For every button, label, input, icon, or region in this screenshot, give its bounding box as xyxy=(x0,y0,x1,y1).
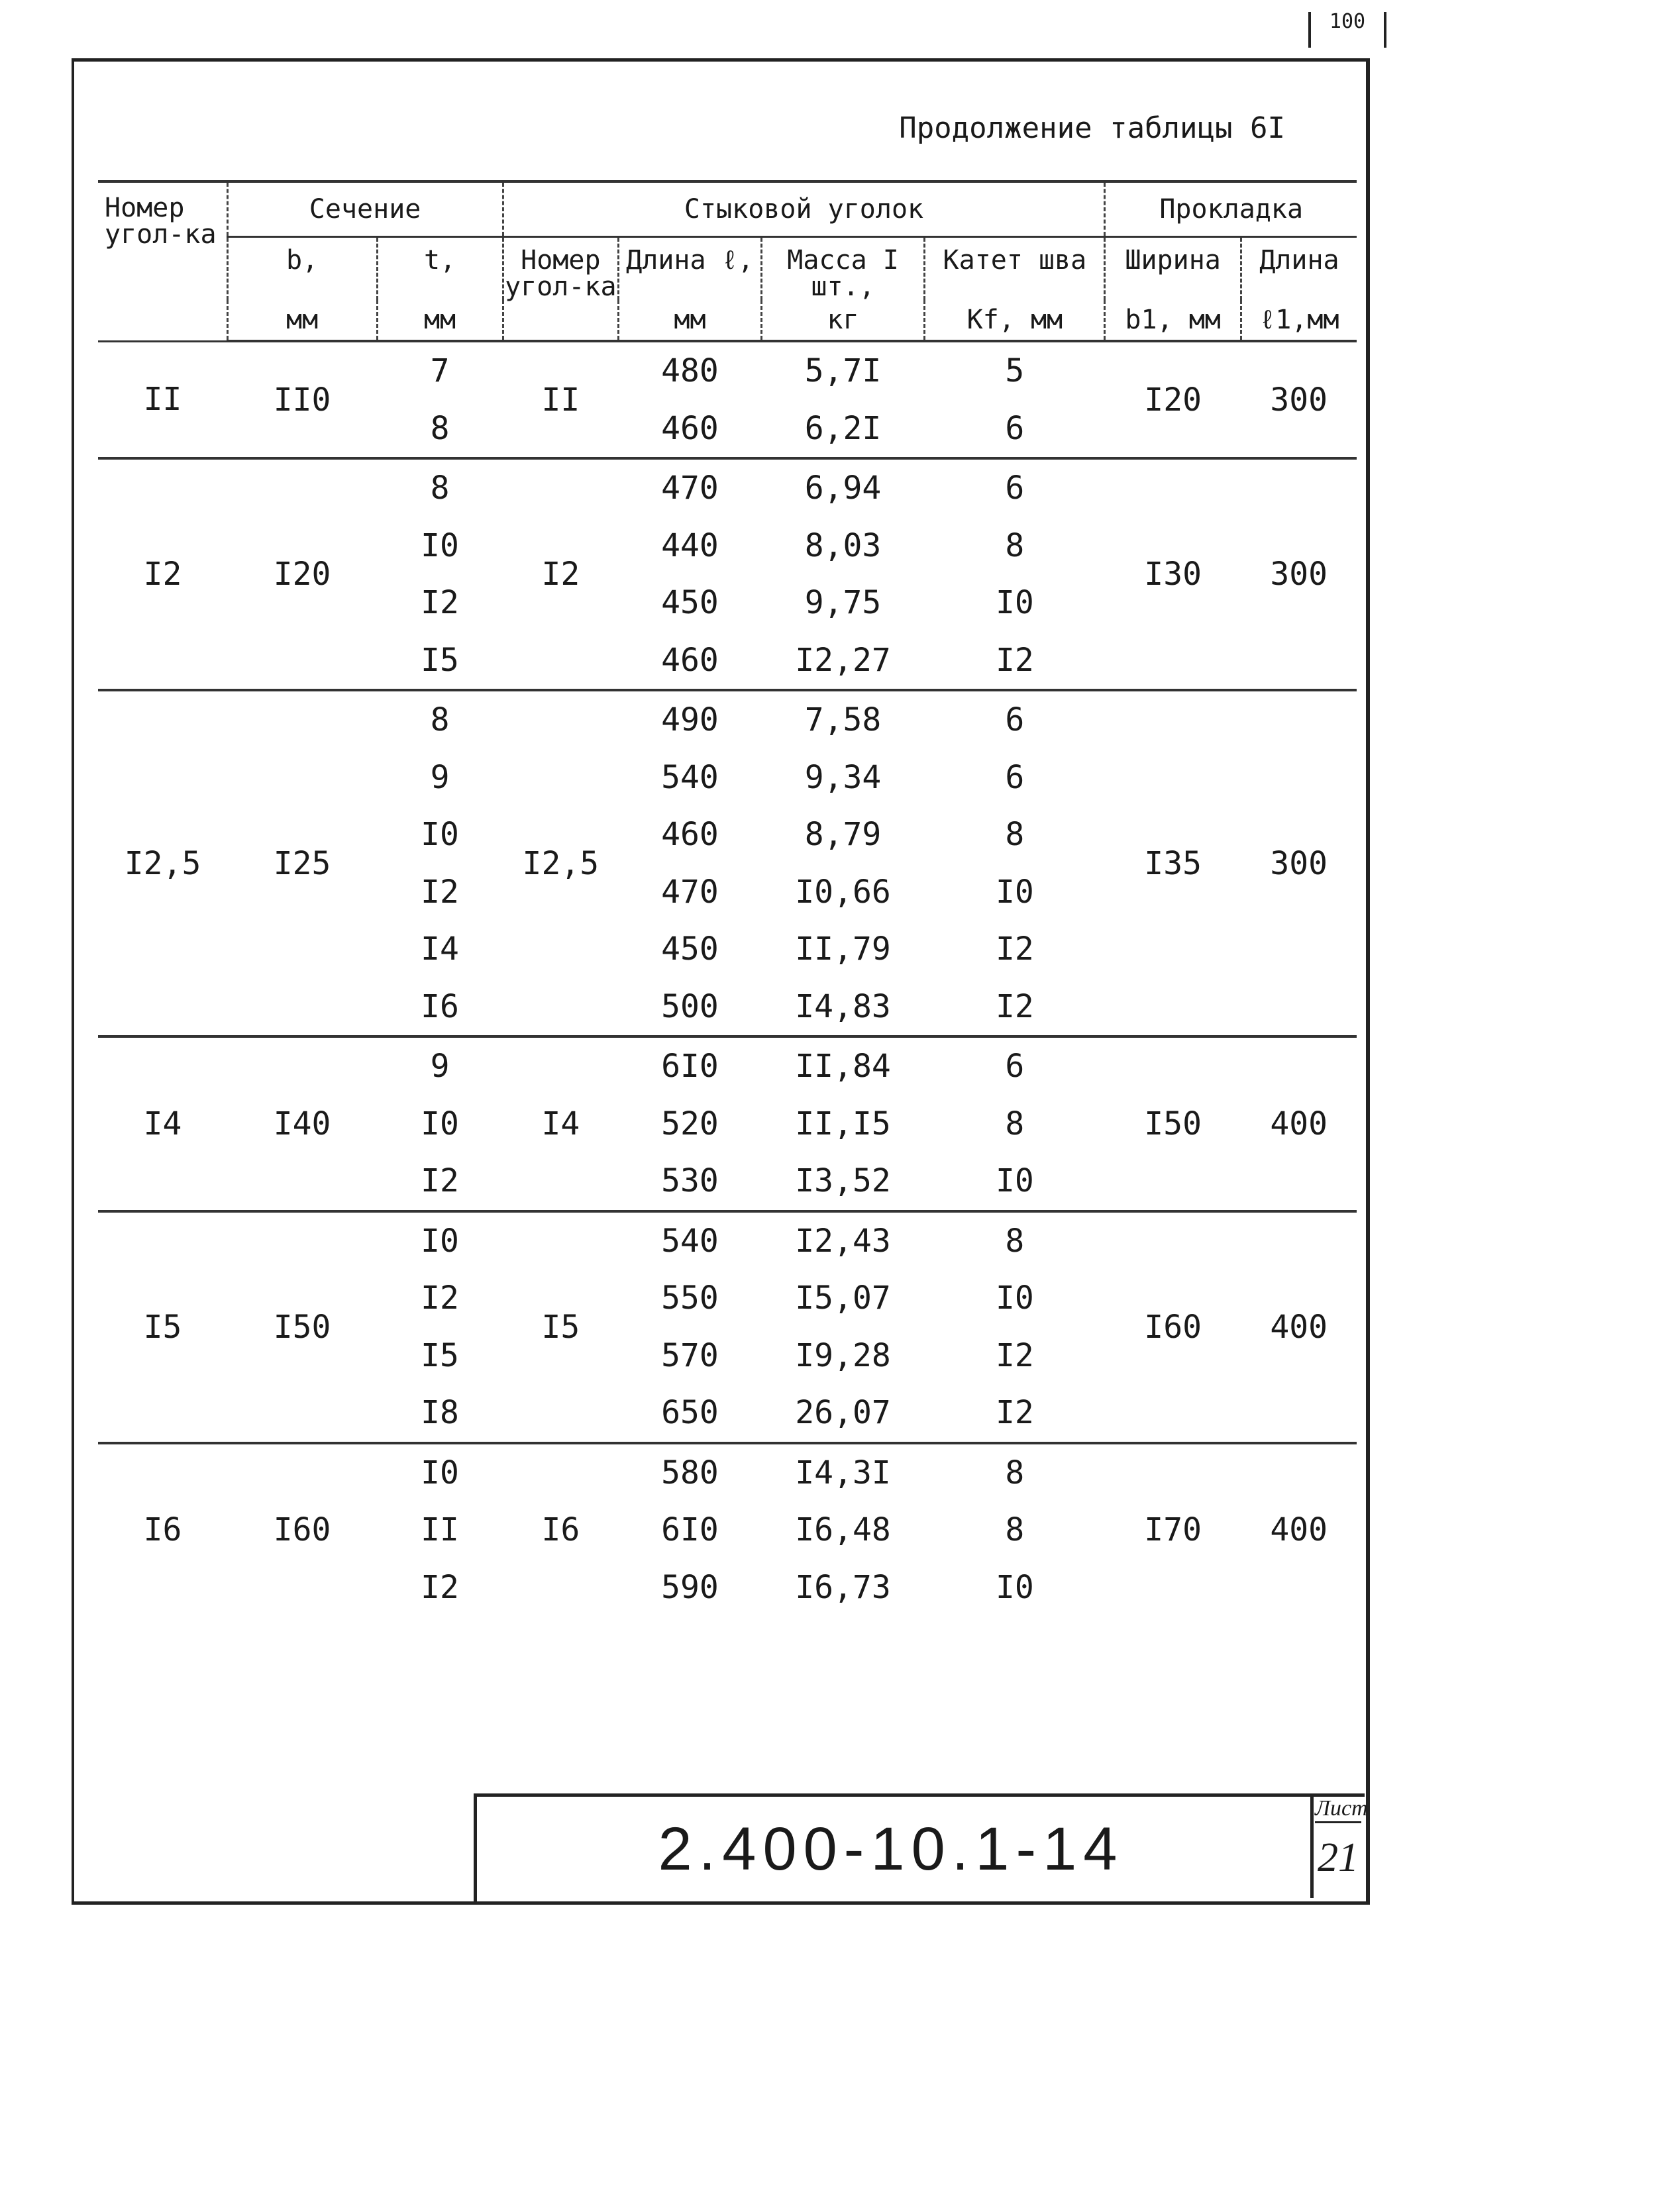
header-leg-unit: Kf, мм xyxy=(925,300,1105,341)
angle-number-cell: I2 xyxy=(98,458,227,690)
header-section: Сечение xyxy=(227,181,503,237)
section-b-cell: I20 xyxy=(227,458,377,690)
section-t-cell: I2 xyxy=(421,584,459,622)
weld-leg-cell: 8 xyxy=(1005,816,1025,854)
pad-length-cell: 300 xyxy=(1241,690,1357,1036)
weld-leg-cell: 8 xyxy=(1005,1511,1025,1549)
weld-leg-cell: 6 xyxy=(1005,1048,1025,1085)
mass-cell: II,84 xyxy=(795,1048,891,1085)
mass-cell: I3,52 xyxy=(761,1152,924,1211)
weld-leg-cell: I0 xyxy=(995,1568,1034,1606)
mass-cell: I6,48 xyxy=(795,1511,891,1549)
length-cell: 460 xyxy=(661,816,719,854)
butt-angle-number-cell: I5 xyxy=(503,1211,619,1443)
weld-leg-cell: I0 xyxy=(925,1152,1105,1211)
mass-cell: I0,66 xyxy=(795,873,891,911)
section-t-cell: I2 xyxy=(377,1152,503,1211)
mass-cell: 6,2I xyxy=(761,400,924,459)
section-t-cell: 8 xyxy=(430,701,450,739)
length-cell: 460 xyxy=(619,400,762,459)
mass-cell: I5,07 xyxy=(795,1280,891,1317)
section-t-cell: I6 xyxy=(377,978,503,1037)
pad-width-cell: I20 xyxy=(1105,341,1241,458)
pad-width-cell: I50 xyxy=(1105,1036,1241,1211)
butt-angle-number-cell: I6 xyxy=(541,1511,580,1549)
weld-leg-cell: 8 xyxy=(1005,527,1025,564)
section-t-cell: I2 xyxy=(421,1568,459,1606)
mass-cell: 9,75 xyxy=(804,584,882,622)
weld-leg-cell: 6 xyxy=(925,400,1105,459)
pad-width-cell: I30 xyxy=(1105,458,1241,690)
angle-number-cell: II xyxy=(98,341,227,458)
header-leg: Катет шва xyxy=(925,237,1105,301)
pad-width-cell: I70 xyxy=(1144,1511,1202,1549)
mass-cell: II,I5 xyxy=(795,1105,891,1142)
sheet-label: Лист xyxy=(1315,1796,1361,1823)
section-t-cell: 9 xyxy=(430,1048,450,1085)
section-t-cell: I0 xyxy=(421,527,459,564)
weld-leg-cell: I2 xyxy=(925,978,1105,1037)
length-cell: 470 xyxy=(661,873,719,911)
length-cell: 550 xyxy=(661,1280,719,1317)
header-b-unit: мм xyxy=(227,300,377,341)
section-b-cell: I60 xyxy=(273,1511,331,1549)
header-pad-length: Длина xyxy=(1241,237,1357,301)
mass-cell: II,79 xyxy=(795,930,891,968)
section-t-cell: I5 xyxy=(377,632,503,691)
section-b-cell: I40 xyxy=(227,1036,377,1211)
length-cell: 590 xyxy=(661,1568,719,1606)
length-cell: 530 xyxy=(619,1152,762,1211)
header-length: Длина ℓ, xyxy=(619,237,762,301)
weld-leg-cell: I2 xyxy=(995,1336,1034,1374)
butt-angle-number-cell: I2,5 xyxy=(503,690,619,1036)
length-cell: 580 xyxy=(661,1454,719,1491)
header-t-unit: мм xyxy=(377,300,503,341)
length-cell: 450 xyxy=(661,584,719,622)
header-pad-width: Ширина xyxy=(1105,237,1241,301)
sheet-number: 21 xyxy=(1318,1835,1359,1880)
header-pad-width-unit: b1, мм xyxy=(1105,300,1241,341)
butt-angle-number-cell: I4 xyxy=(503,1036,619,1211)
header-pad-length-unit: ℓ1,мм xyxy=(1241,300,1357,341)
header-mass: Масса I шт., xyxy=(761,237,924,301)
section-t-cell: 8 xyxy=(430,470,450,507)
length-cell: 6I0 xyxy=(661,1048,719,1085)
section-t-cell: I8 xyxy=(377,1384,503,1443)
angle-number-cell: I5 xyxy=(98,1211,227,1443)
mass-cell: 9,34 xyxy=(804,758,882,796)
header-b: b, xyxy=(227,237,377,301)
mass-cell: I4,3I xyxy=(795,1454,891,1491)
pad-width-cell: I35 xyxy=(1105,690,1241,1036)
section-t-cell: I4 xyxy=(421,930,459,968)
section-t-cell: 7 xyxy=(430,352,450,390)
table-row xyxy=(98,1443,1357,1502)
section-t-cell: I2 xyxy=(421,1280,459,1317)
mass-cell: I9,28 xyxy=(795,1336,891,1374)
section-b-cell: I25 xyxy=(227,690,377,1036)
length-cell: 490 xyxy=(661,701,719,739)
length-cell: 460 xyxy=(619,632,762,691)
length-cell: 480 xyxy=(661,352,719,390)
pad-width-cell: I60 xyxy=(1105,1211,1241,1443)
butt-angle-number-cell: I2 xyxy=(503,458,619,690)
header-pad: Прокладка xyxy=(1105,181,1357,237)
table-row xyxy=(98,458,1357,517)
table-row xyxy=(98,690,1357,749)
mass-cell: 7,58 xyxy=(804,701,882,739)
mass-cell: 8,03 xyxy=(804,527,882,564)
pad-length-cell: 300 xyxy=(1241,341,1357,458)
length-cell: 440 xyxy=(661,527,719,564)
header-butt-angle: Стыковой уголок xyxy=(503,181,1105,237)
weld-leg-cell: 6 xyxy=(1005,470,1025,507)
weld-leg-cell: 5 xyxy=(1005,352,1025,390)
length-cell: 450 xyxy=(661,930,719,968)
weld-leg-cell: I0 xyxy=(995,873,1034,911)
pad-length-cell: 400 xyxy=(1241,1036,1357,1211)
table-row xyxy=(98,1036,1357,1095)
pad-length-cell: 400 xyxy=(1241,1211,1357,1443)
section-t-cell: I0 xyxy=(421,1222,459,1260)
table-row xyxy=(98,1211,1357,1270)
mass-cell: 8,79 xyxy=(804,816,882,854)
section-b-cell: I50 xyxy=(227,1211,377,1443)
length-cell: 650 xyxy=(619,1384,762,1443)
length-cell: 500 xyxy=(619,978,762,1037)
length-cell: 6I0 xyxy=(661,1511,719,1549)
section-t-cell: 9 xyxy=(430,758,450,796)
mass-cell: I4,83 xyxy=(761,978,924,1037)
weld-leg-cell: 8 xyxy=(1005,1105,1025,1142)
weld-leg-cell: I0 xyxy=(995,1280,1034,1317)
mass-cell: I2,43 xyxy=(795,1222,891,1260)
weld-leg-cell: 6 xyxy=(1005,701,1025,739)
weld-leg-cell: 8 xyxy=(1005,1454,1025,1491)
mass-cell: 5,7I xyxy=(804,352,882,390)
header-length-unit: мм xyxy=(619,300,762,341)
section-t-cell: I2 xyxy=(421,873,459,911)
table-body xyxy=(98,341,1357,1616)
weld-leg-cell: I2 xyxy=(925,632,1105,691)
weld-leg-cell: I2 xyxy=(995,930,1034,968)
mass-cell: 26,07 xyxy=(761,1384,924,1443)
header-t: t, xyxy=(377,237,503,301)
header-butt-number: Номер угол-ка xyxy=(503,237,619,301)
page-number: 100 xyxy=(1308,12,1386,48)
section-b-cell: II0 xyxy=(227,341,377,458)
header-angle-number: Номер угол-ка xyxy=(98,181,227,341)
data-table xyxy=(98,180,1357,1616)
length-cell: 570 xyxy=(661,1336,719,1374)
weld-leg-cell: I2 xyxy=(925,1384,1105,1443)
length-cell: 540 xyxy=(661,758,719,796)
weld-leg-cell: 6 xyxy=(1005,758,1025,796)
length-cell: 470 xyxy=(661,470,719,507)
length-cell: 520 xyxy=(661,1105,719,1142)
pad-length-cell: 300 xyxy=(1241,458,1357,690)
weld-leg-cell: I0 xyxy=(995,584,1034,622)
section-t-cell: II xyxy=(421,1511,459,1549)
angle-number-cell: I4 xyxy=(98,1036,227,1211)
pad-length-cell: 400 xyxy=(1270,1511,1328,1549)
section-t-cell: I0 xyxy=(421,1454,459,1491)
continuation-title: Продолжение таблицы 6I xyxy=(899,111,1285,145)
header-mass-unit: кг xyxy=(761,300,924,341)
document-code: 2.400-10.1-14 xyxy=(658,1815,1124,1883)
angle-number-cell: I2,5 xyxy=(98,690,227,1036)
mass-cell: I6,73 xyxy=(795,1568,891,1606)
table-row xyxy=(98,341,1357,400)
section-t-cell: I0 xyxy=(421,1105,459,1142)
header-butt-number-unit xyxy=(503,300,619,341)
butt-angle-number-cell: II xyxy=(503,341,619,458)
section-t-cell: I5 xyxy=(421,1336,459,1374)
mass-cell: 6,94 xyxy=(804,470,882,507)
weld-leg-cell: 8 xyxy=(1005,1222,1025,1260)
length-cell: 540 xyxy=(661,1222,719,1260)
mass-cell: I2,27 xyxy=(761,632,924,691)
section-t-cell: I0 xyxy=(421,816,459,854)
section-t-cell: 8 xyxy=(377,400,503,459)
angle-number-cell: I6 xyxy=(143,1511,182,1549)
